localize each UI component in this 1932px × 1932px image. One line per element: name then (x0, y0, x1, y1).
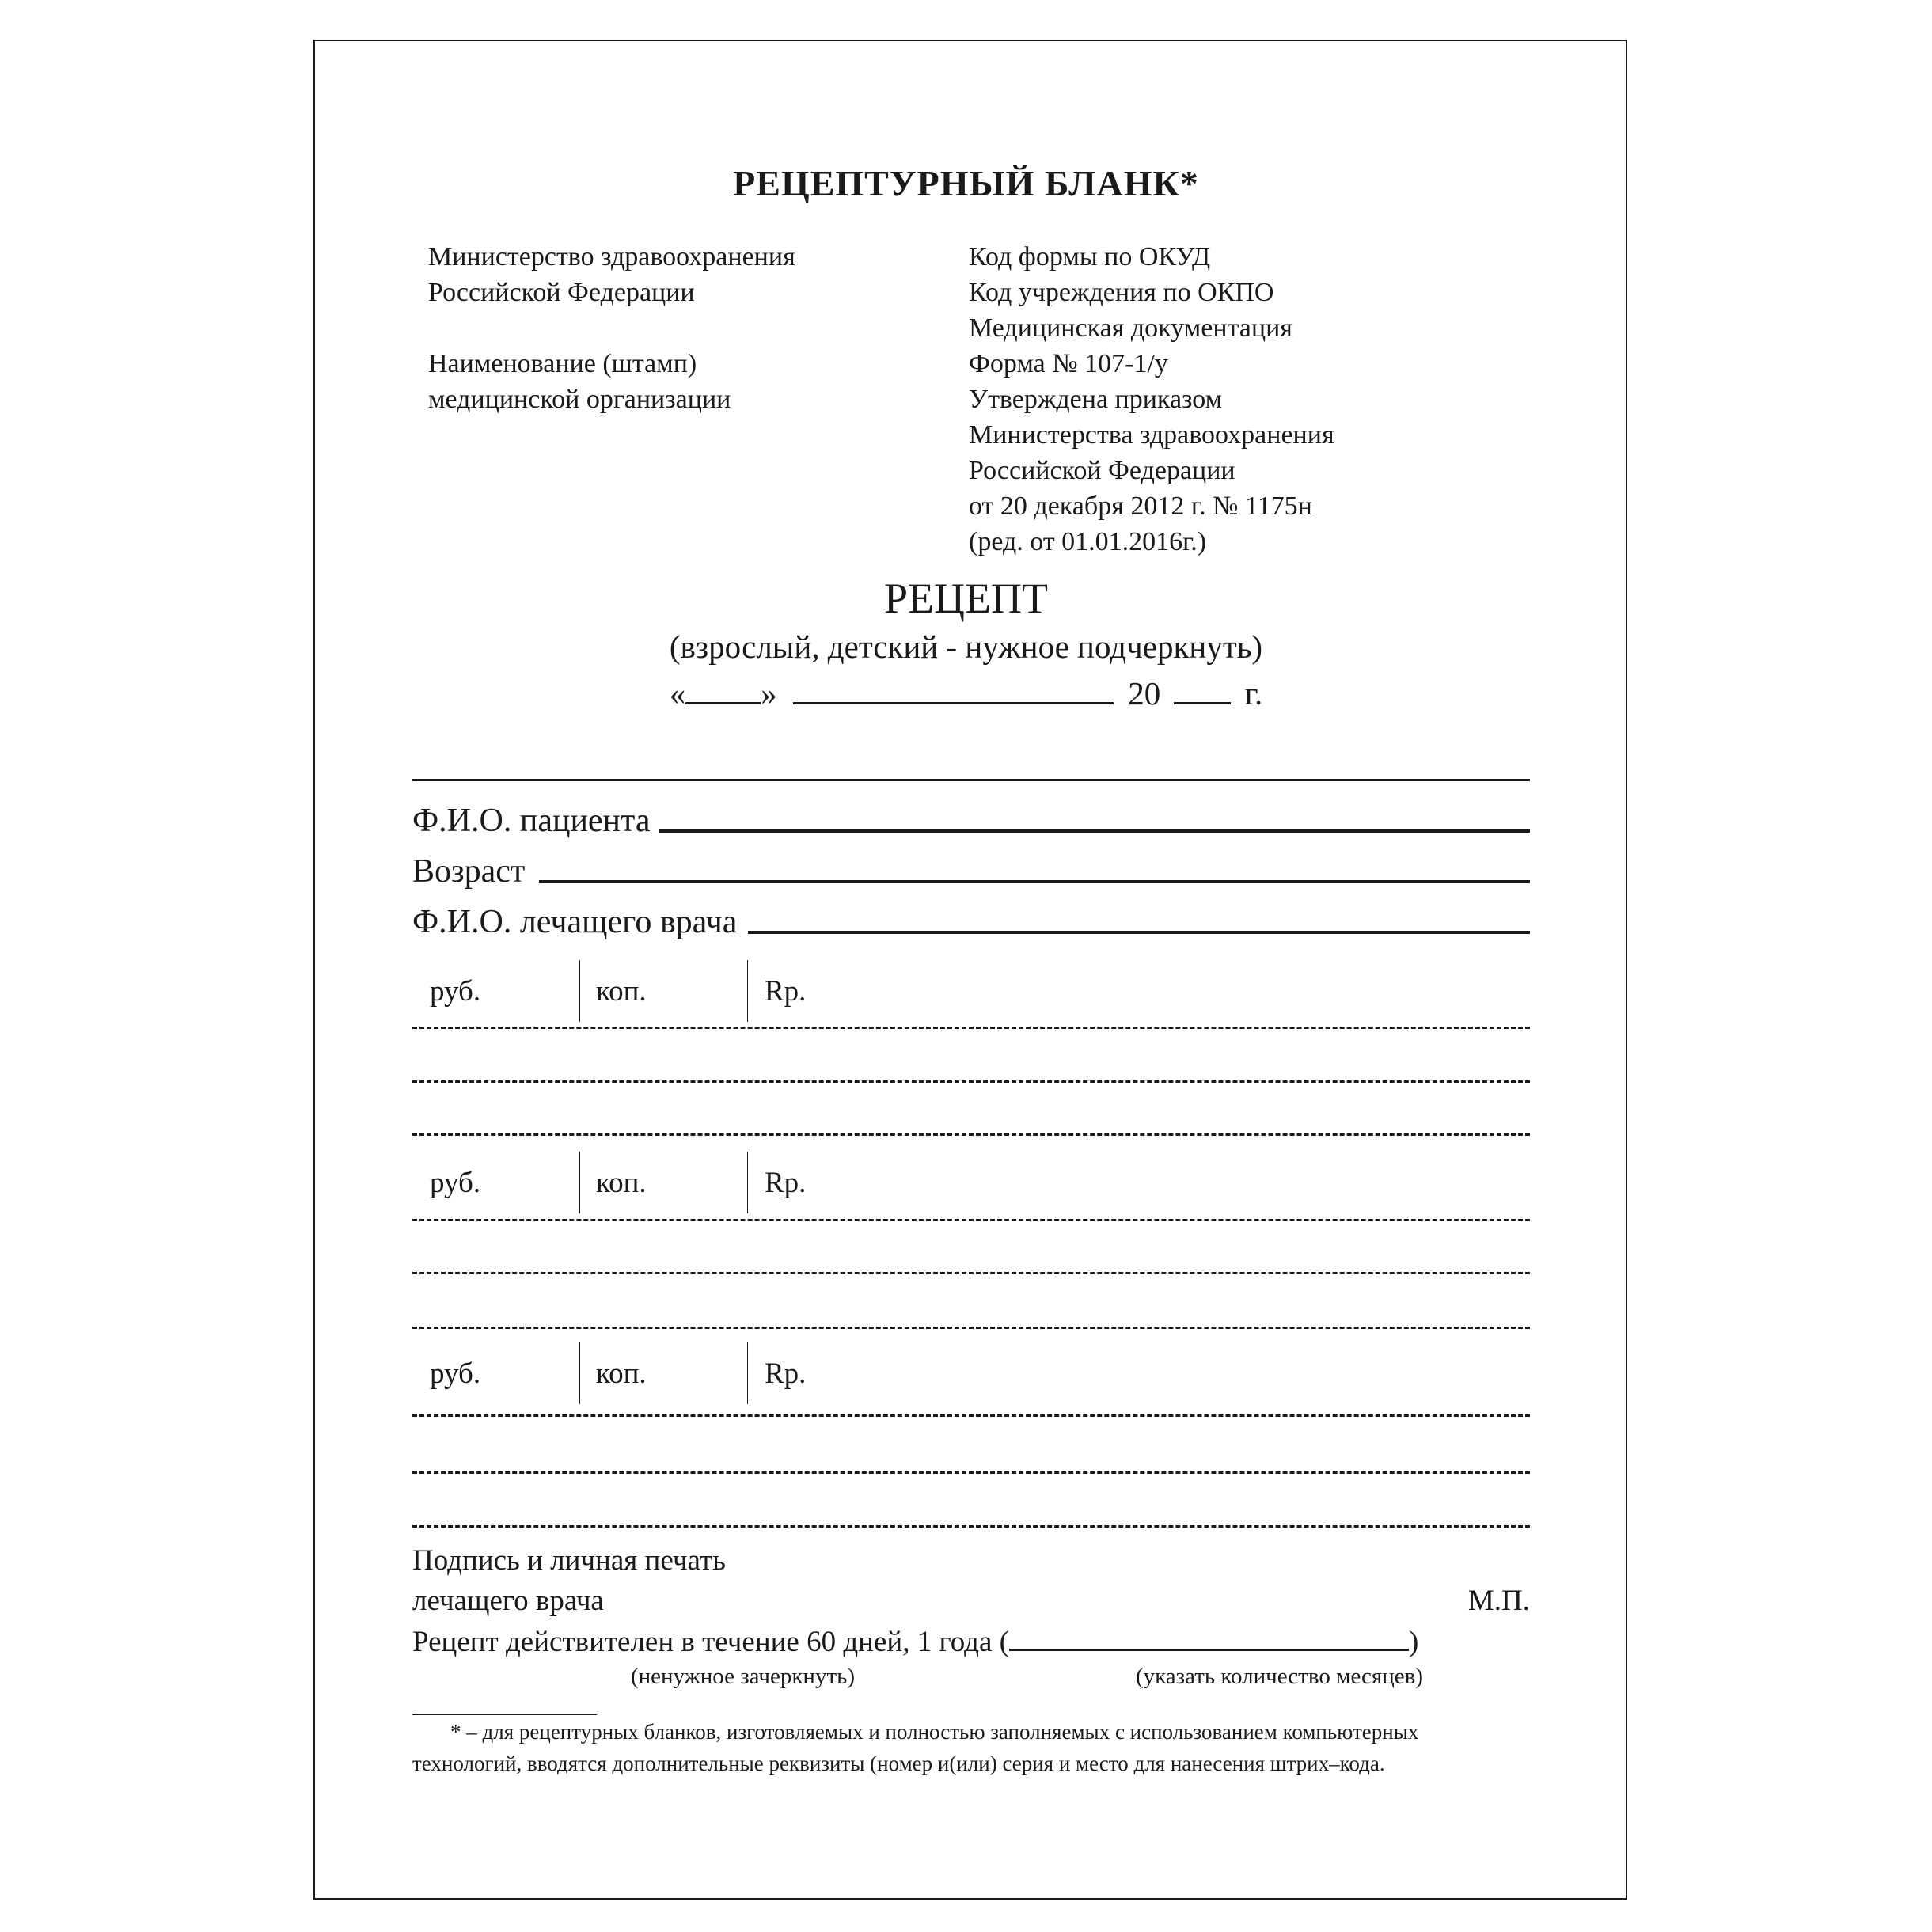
column-divider (579, 1342, 580, 1404)
day-field[interactable] (685, 675, 761, 704)
doctor-name-label: Ф.И.О. лечащего врача (412, 904, 738, 940)
age-input[interactable] (539, 880, 1530, 883)
ministry-line: Российской Федерации (428, 278, 695, 307)
prescription-line[interactable] (412, 1027, 1530, 1029)
prescription-header (412, 1152, 1530, 1213)
footnote-line: * – для рецептурных бланков, изготовляемых и полностью заполняемых с использованием компьютерных (450, 1720, 1419, 1744)
validity-close: ) (1408, 1626, 1419, 1658)
rub-label: руб. (430, 1166, 481, 1199)
prescription-line[interactable] (412, 1525, 1530, 1528)
doctor-name-input[interactable] (748, 931, 1530, 934)
prescription-header (412, 1342, 1530, 1404)
month-field[interactable] (793, 675, 1114, 704)
rp-label: Rp. (765, 974, 807, 1008)
patient-name-field (412, 795, 1530, 840)
header-line: Министерства здравоохранения (969, 420, 1334, 450)
header-line: Форма № 107-1/у (969, 349, 1168, 378)
months-field[interactable] (1009, 1625, 1409, 1651)
signature-label-line1: Подпись и личная печать (412, 1544, 726, 1577)
prescription-line[interactable] (412, 1414, 1530, 1417)
prescription-line[interactable] (412, 1080, 1530, 1083)
rub-label: руб. (430, 974, 481, 1008)
hint-strike: (ненужное зачеркнуть) (631, 1664, 856, 1689)
stamp-place: М.П. (1467, 1585, 1530, 1617)
footnote-line: технологий, вводятся дополнительные реквизиты (номер и(или) серия и место для нанесения штрих–кода. (412, 1752, 1385, 1775)
year-prefix: 20 (1128, 675, 1161, 712)
header-line: Утверждена приказом (969, 385, 1223, 414)
recipe-title: РЕЦЕПТ (884, 575, 1048, 622)
patient-name-input[interactable] (659, 829, 1530, 833)
header-line: Российской Федерации (969, 456, 1235, 485)
column-divider (579, 1152, 580, 1213)
year-field[interactable] (1174, 675, 1231, 704)
year-suffix: г. (1244, 675, 1263, 712)
date-line (0, 674, 1932, 712)
header-line: Медицинская документация (969, 313, 1292, 343)
footnote-rule (412, 1714, 597, 1715)
date-open-quote: « (669, 675, 686, 712)
column-divider (579, 960, 580, 1022)
doctor-name-field (412, 897, 1530, 941)
kop-label: коп. (596, 1357, 647, 1390)
prescription-line[interactable] (412, 1219, 1530, 1221)
prescription-line[interactable] (412, 1133, 1530, 1136)
prescription-header (412, 960, 1530, 1022)
kop-label: коп. (596, 1166, 647, 1199)
date-close-quote: » (761, 675, 777, 712)
prescription-line[interactable] (412, 1471, 1530, 1474)
left-header (428, 239, 795, 417)
age-label: Возраст (412, 853, 526, 890)
rp-label: Rp. (765, 1166, 807, 1199)
age-field (412, 846, 1530, 890)
header-line: Код формы по ОКУД (969, 242, 1211, 271)
column-divider (747, 1342, 748, 1404)
form-title: РЕЦЕПТУРНЫЙ БЛАНК* (733, 163, 1199, 203)
stamp-line: Наименование (штамп) (428, 349, 697, 378)
hint-months: (указать количество месяцев) (1136, 1664, 1423, 1689)
prescription-line[interactable] (412, 1327, 1530, 1329)
header-line: от 20 декабря 2012 г. № 1175н (969, 492, 1312, 521)
validity-line (412, 1625, 1418, 1659)
prescription-line[interactable] (412, 1272, 1530, 1274)
header-line: Код учреждения по ОКПО (969, 278, 1274, 307)
rp-label: Rp. (765, 1357, 807, 1390)
ministry-line: Министерство здравоохранения (428, 242, 795, 271)
footnote (412, 1716, 1530, 1779)
column-divider (747, 960, 748, 1022)
validity-text: Рецепт действителен в течение 60 дней, 1 года ( (412, 1626, 1009, 1658)
right-header (969, 239, 1334, 560)
signature-label-line2: лечащего врача (412, 1585, 604, 1617)
stamp-line: медицинской организации (428, 385, 731, 414)
top-rule (412, 779, 1530, 781)
patient-name-label: Ф.И.О. пациента (412, 803, 651, 839)
kop-label: коп. (596, 974, 647, 1008)
header-line: (ред. от 01.01.2016г.) (969, 527, 1207, 556)
column-divider (747, 1152, 748, 1213)
rub-label: руб. (430, 1357, 481, 1390)
recipe-subtitle: (взрослый, детский - нужное подчеркнуть) (669, 628, 1263, 665)
